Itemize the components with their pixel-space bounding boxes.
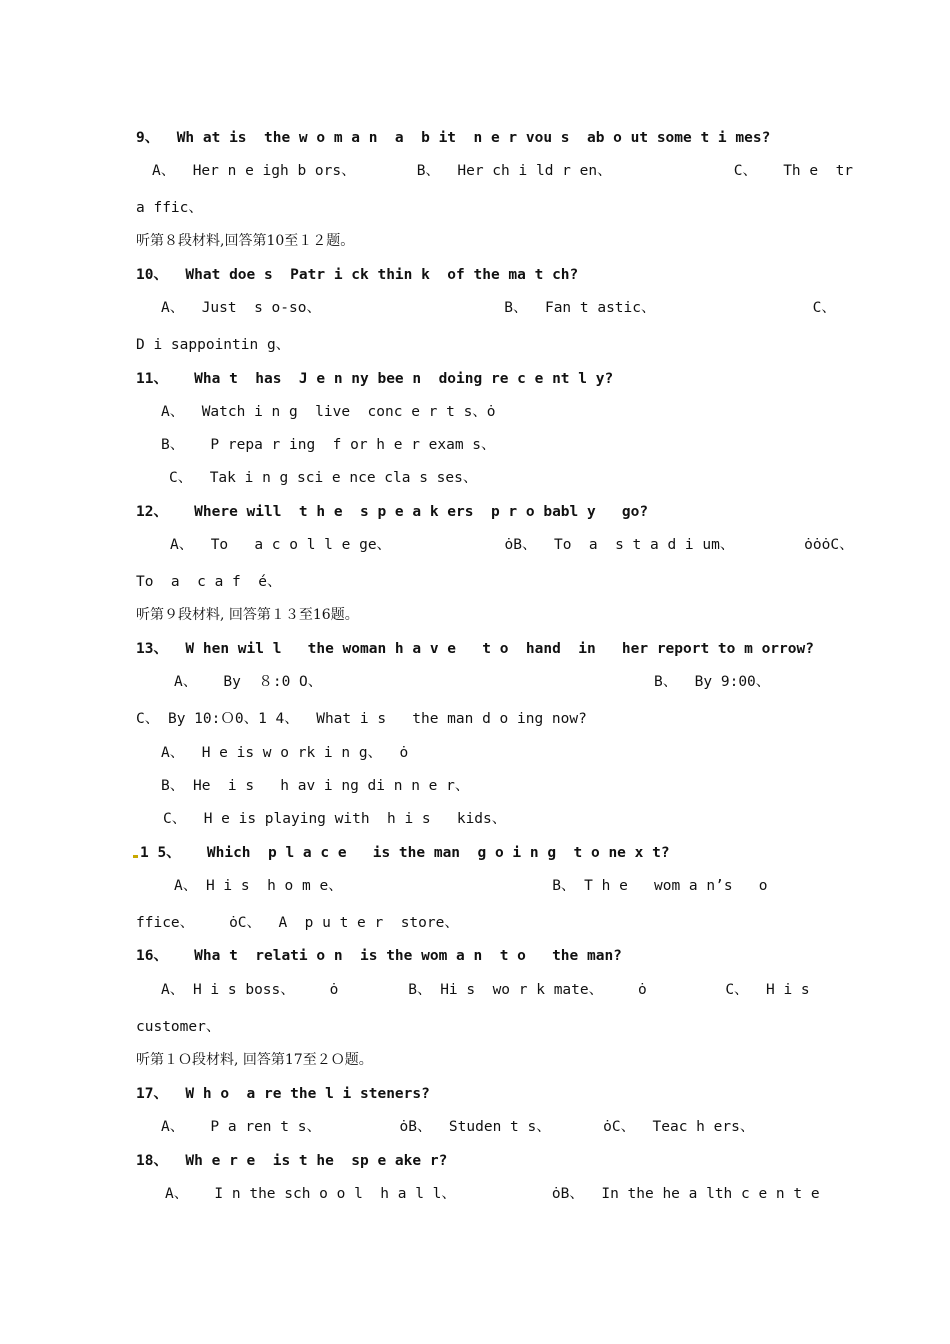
question-12: 12、 Where will t h e s p e a k ers p r o babl y go? bbox=[136, 504, 649, 520]
q11-option-a: A、 Watch i n g live conc e r t s、ȯ bbox=[161, 404, 496, 420]
q17-options: A、 P a ren t s、 ȯB、 Studen t s、 ȯC、 Teac h ers、 bbox=[161, 1119, 755, 1135]
question-18: 18、 Wh e r e is t he sp e ake r? bbox=[136, 1153, 448, 1169]
q10-options: A、 Just s o-so、 B、 Fan t astic、 C、 bbox=[161, 300, 836, 316]
question-16: 16、 Wha t relati o n is the wom a n t o the man? bbox=[136, 948, 622, 964]
q9-options: A、 Her n e igh b ors、 B、 Her ch i ld r en、 C、 Th e tr bbox=[152, 163, 854, 179]
question-11: 11、 Wha t has J e n ny bee n doing re c e nt l y? bbox=[136, 371, 614, 387]
q15-options-cont: ffice、 ȯC、 A p u t e r store、 bbox=[136, 915, 459, 931]
highlight-mark bbox=[133, 855, 138, 858]
section-heading-10: 听第１Ｏ段材料, 回答第17至２Ｏ题。 bbox=[136, 1052, 373, 1068]
question-17: 17、 W h o a re the l i steners? bbox=[136, 1086, 430, 1102]
question-9: 9、 Wh at is the w o m a n a b it n e r vou s ab o ut some t i mes? bbox=[136, 130, 771, 146]
q16-options: A、 H i s boss、 ȯ B、 Hi s wo r k mate、 ȯ C、 H i s bbox=[161, 982, 810, 998]
section-heading-8: 听第８段材料,回答第10至１２题。 bbox=[136, 233, 355, 249]
q10-options-cont: D i sappointin g、 bbox=[136, 337, 291, 353]
q11-option-c: C、 Tak i n g sci e nce cla s ses、 bbox=[169, 470, 478, 486]
q11-option-b: B、 P repa r ing f or h e r exam s、 bbox=[161, 437, 496, 453]
q16-options-cont: customer、 bbox=[136, 1019, 221, 1035]
q13-options: A、 By ８:0 O、 B、 By 9:00、 bbox=[174, 674, 771, 690]
q15-options: A、 H i s h o m e、 B、 T h e wom a n’s o bbox=[174, 878, 768, 894]
q18-options: A、 I n the sch o o l h a l l、 ȯB、 In the he a lth c e n t e bbox=[165, 1186, 820, 1202]
q9-options-cont: a ffic、 bbox=[136, 200, 203, 216]
q14-option-a: A、 H e is w o rk i n g、 ȯ bbox=[161, 745, 409, 761]
q13-option-c-question-14: C、 By 10:Ｏ0、1 4、 What i s the man d o ing now? bbox=[136, 711, 587, 727]
q12-options: A、 To a c o l l e ge、 ȯB、 To a s t a d i um、 ȯȯȯC、 bbox=[170, 537, 854, 553]
q12-options-cont: To a c a f é、 bbox=[136, 574, 282, 590]
question-13: 13、 W hen wil l the woman h a v e t o hand in her report to m orrow? bbox=[136, 641, 814, 657]
q14-option-c: C、 H e is playing with h i s kids、 bbox=[163, 811, 507, 827]
question-10: 10、 What doe s Patr i ck thin k of the ma t ch? bbox=[136, 267, 579, 283]
question-15: 1 5、 Which p l a c e is the man g o i n g t o ne x t? bbox=[140, 845, 670, 861]
section-heading-9: 听第９段材料, 回答第１３至16题。 bbox=[136, 607, 359, 623]
q14-option-b: B、 He i s h av i ng di n n e r、 bbox=[161, 778, 470, 794]
